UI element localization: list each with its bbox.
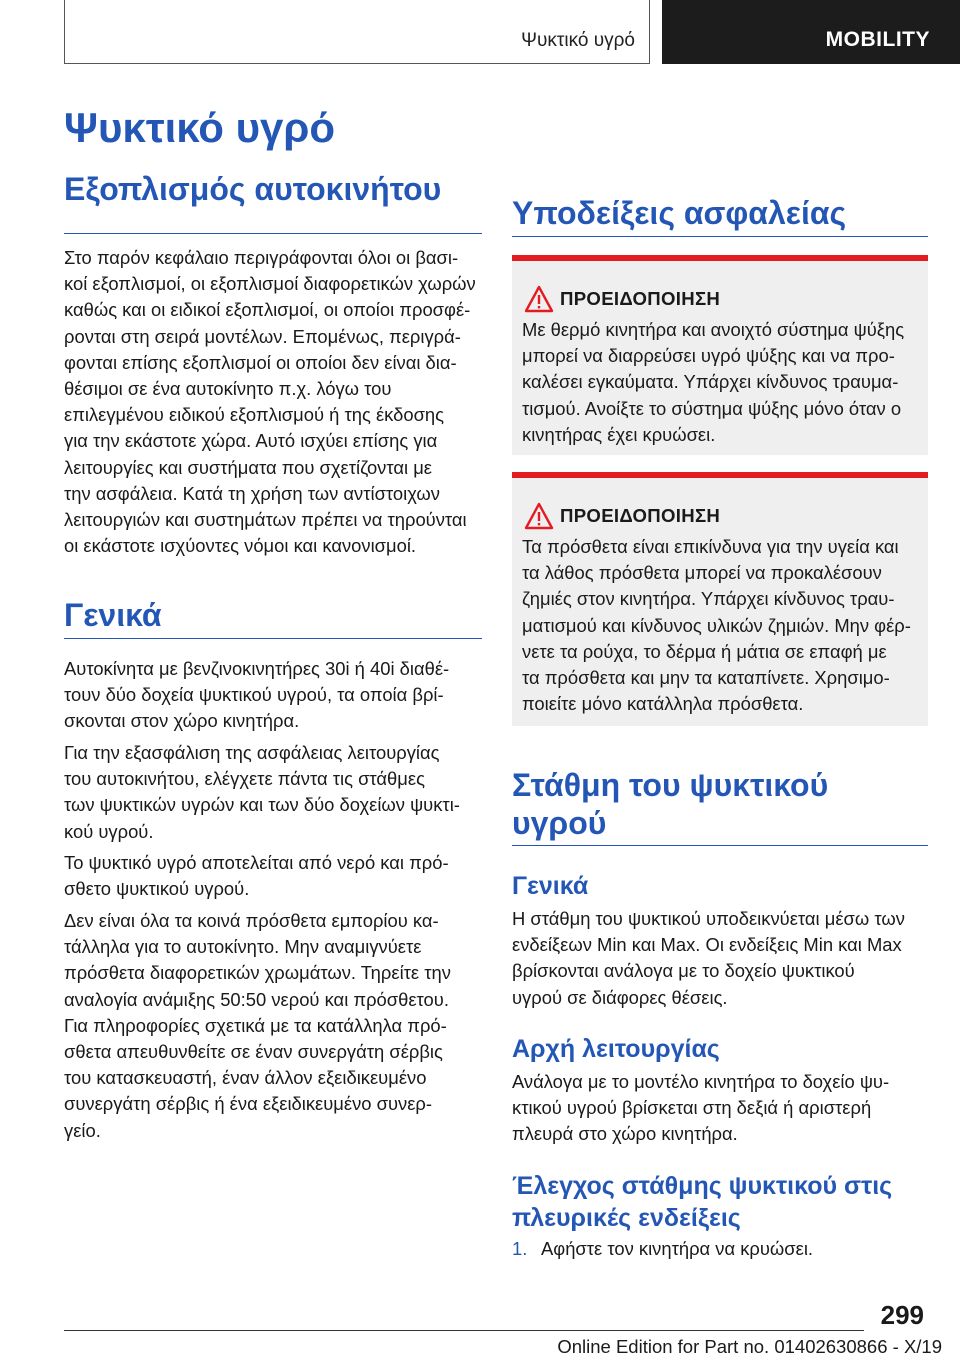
header-tab-label: MOBILITY [825,28,930,51]
heading-equipment: Εξοπλισμός αυτοκινήτου [64,171,442,207]
warning-header [512,285,928,315]
general-paragraph-1: Αυτοκίνητα με βενζινοκινητήρες 30i ή 40i διαθέ- τουν δύο δοχεία ψυκτικού υγρού, τα οποία βρί- σκονται στον χώρο κινητήρα. [64,658,450,732]
general-paragraph-3: Το ψυκτικό υγρό αποτελείται από νερό και πρό- σθετο ψυκτικού υγρού. [64,852,449,900]
page-title: Ψυκτικό υγρό [64,104,336,151]
heading-side-check: Έλεγχος στάθμης ψυκτικού στις πλευρικές ενδείξεις [512,1172,893,1232]
warning-header [512,502,928,532]
warning-box-1 [512,255,928,455]
heading-rule [64,638,482,639]
equipment-text: Στο παρόν κεφάλαιο περιγράφονται όλοι οι βασι- κοί εξοπλισμοί, οι εξοπλισμοί διαφορετικών χωρών καθώς και οι ειδικοί εξοπλισμοί, οι οποίοι προσφέ- ρονται στη σειρά μοντέλων. Επομένως, περιγρά- φονται επίσης εξοπλισμοί οι οποίοι δεν είναι δια- θέσιμοι σε ένα αυτοκίνητο π.χ. λόγω του επιλεγμένου ειδικού εξοπλισμού ή της έκδοσης για την εκάστοτε χώρα. Αυτό ισχύει επίσης για λειτουργίες και συστήματα που σχετίζονται με την ασφάλεια. Κατά τη χρήση των αντίστοιχων λειτουργιών και συστημάτων πρέπει να τηρούνται οι εκάστοτε ισχύοντες νόμοι και κανονισμοί. [64,247,476,557]
level-general-text: Η στάθμη του ψυκτικού υποδεικνύεται μέσω των ενδείξεων Min και Max. Οι ενδείξεις Min και Max βρίσκονται ανάλογα με το δοχείο ψυκτικού υγρού σε διάφορες θέσεις. [512,908,905,1008]
header-tab-mobility [662,0,960,64]
heading-rule [64,233,482,234]
heading-general: Γενικά [64,597,162,633]
warning-title: ΠΡΟΕΙΔΟΠΟΙΗΣΗ [560,288,721,309]
header-section-title: Ψυκτικό υγρό [521,30,635,51]
warning-text: Με θερμό κινητήρα και ανοιχτό σύστημα ψύξης μπορεί να διαρρεύσει υγρό ψύξης και να προ- καλέσει εγκαύματα. Υπάρχει κίνδυνος τραυμα- τισμού. Ανοίξτε το σύστημα ψύξης μόνο όταν ο κινητήρας έχει κρυώσει. [522,319,905,445]
page-number: 299 [880,1300,924,1330]
heading-rule [512,845,928,846]
heading-coolant-level: Στάθμη του ψυκτικού υγρού [512,767,829,841]
header-section-box [64,0,650,64]
heading-level-general: Γενικά [512,872,589,900]
warning-text: Τα πρόσθετα είναι επικίνδυνα για την υγεία και τα λάθος πρόσθετα μπορεί να προκαλέσουν ζημιές στον κινητήρα. Υπάρχει κίνδυνος τραυ- ματισμού και κίνδυνος υλικών ζημιών. Μην φέρ- νετε τα ρούχα, το δέρμα ή μάτια σε επαφή με τα πρόσθετα και μην τα καταπίνετε. Χρησιμο- ποιείτε μόνο κατάλληλα πρόσθετα. [522,536,911,715]
warning-title: ΠΡΟΕΙΔΟΠΟΙΗΣΗ [560,505,721,526]
footer-rule [64,1330,864,1331]
principle-text: Ανάλογα με το μοντέλο κινητήρα το δοχείο ψυ- κτικού υγρού βρίσκεται στη δεξιά ή αριστερή πλευρά στο χώρο κινητήρα. [512,1071,890,1145]
heading-principle: Αρχή λειτουργίας [512,1035,720,1063]
warning-triangle-icon [524,502,554,530]
heading-safety: Υποδείξεις ασφαλείας [512,195,847,231]
warning-triangle-icon [524,285,554,313]
step-text: Αφήστε τον κινητήρα να κρυώσει. [541,1238,814,1259]
general-paragraph-4: Δεν είναι όλα τα κοινά πρόσθετα εμπορίου κα- τάλληλα για το αυτοκίνητο. Μην αναμιγνύετε πρόσθετα διαφορετικών χρωμάτων. Τηρείτε την αναλογία ανάμιξης 50:50 νερού και πρόσθετου. Για πληροφορίες σχετικά με τα κατάλληλα πρό- σθετα απευθυνθείτε σε έναν συνεργάτη σέρβις του κατασκευαστή, έναν άλλον εξειδικευμένο συνεργάτη σέρβις ή ένα εξειδικευμένο συνερ- γείο. [64,910,451,1141]
warning-box-2 [512,472,928,726]
general-paragraph-2: Για την εξασφάλιση της ασφάλειας λειτουργίας του αυτοκινήτου, ελέγχετε πάντα τις στάθμες των ψυκτικών υγρών και των δύο δοχείων ψυκτι- κού υγρού. [64,742,460,842]
footer-edition: Online Edition for Part no. 01402630866 - X/19 [557,1336,942,1357]
heading-rule [512,236,928,237]
step-number: 1. [512,1238,528,1259]
